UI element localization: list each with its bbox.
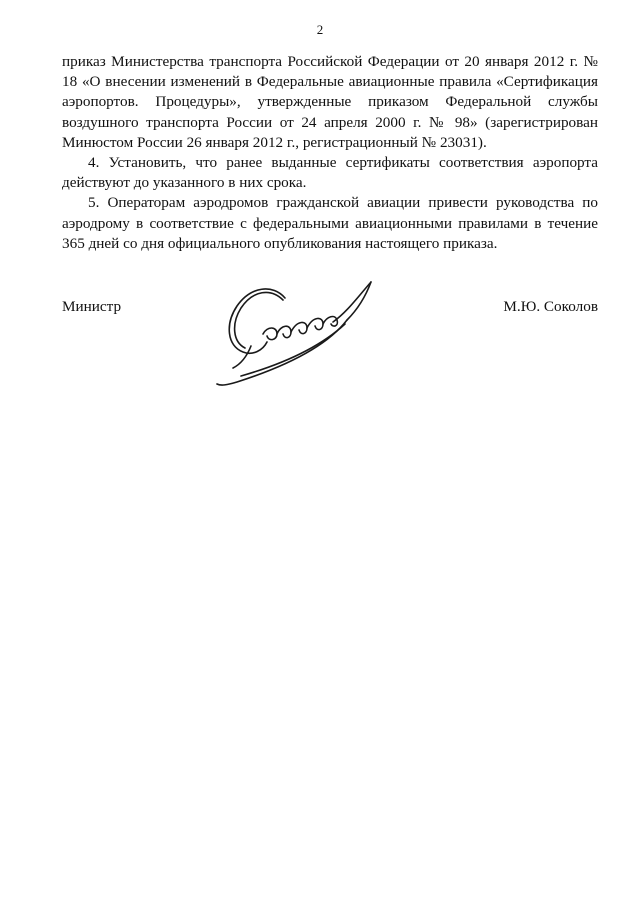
paragraph-item-4: 4. Установить, что ранее выданные сертификаты соответствия аэропорта действуют до указанного в них срока. (62, 154, 598, 192)
paragraph-continuation: приказ Министерства транспорта Российской Федерации от 20 января 2012 г. № 18 «О внесении изменений в Федеральные авиационные правила «Сертификация аэропортов. Процедуры», утвержденные приказом Федеральной службы воздушного транспорта России от 24 апреля 2000 г. № 98» (зарегистрирован Минюстом России 26 января 2012 г., регистрационный № 23031). (62, 53, 598, 151)
document-body (62, 52, 598, 254)
page-number: 2 (316, 22, 324, 37)
signer-title: Министр (62, 298, 122, 315)
handwritten-signature (207, 276, 407, 388)
signer-name: М.Ю. Соколов (503, 298, 598, 315)
signature-block (62, 298, 598, 408)
paragraph-item-5: 5. Операторам аэродромов гражданской авиации привести руководства по аэродрому в соответствие с федеральными авиационными правилами в течение 365 дней со дня официального опубликования настоящего приказа. (62, 194, 598, 252)
signature-drawing (207, 276, 407, 388)
